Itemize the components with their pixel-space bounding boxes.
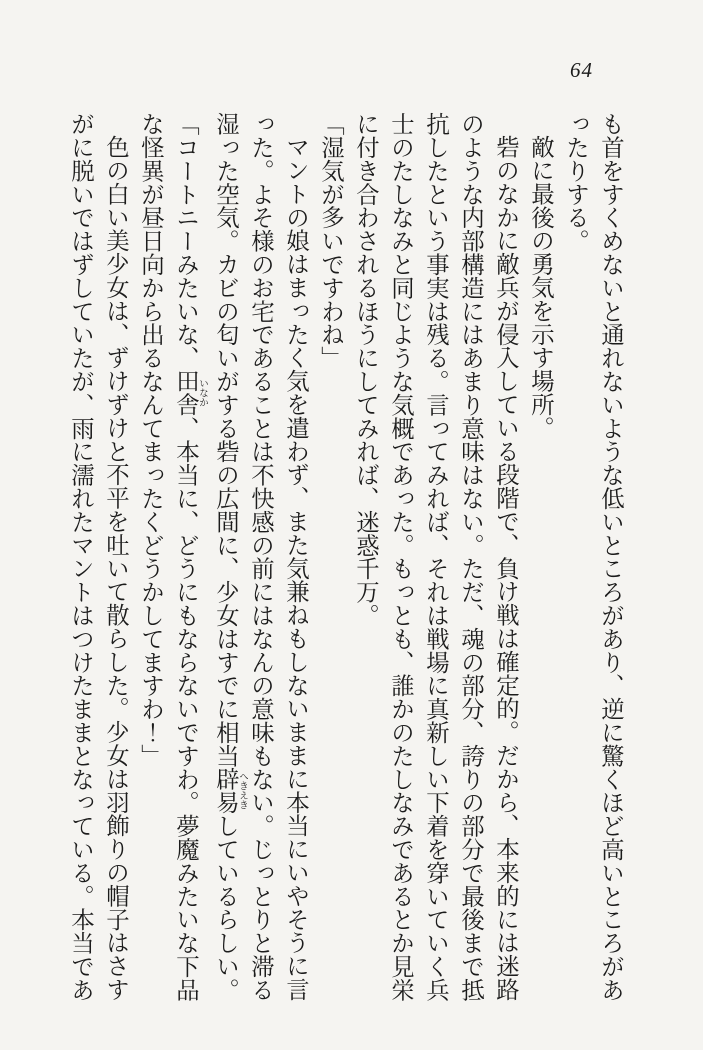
page-number: 64 xyxy=(570,58,593,82)
paragraph-4: 「湿気が多いですわね」 xyxy=(317,112,343,370)
paragraph-5: マントの娘はまったく気を遣わず、また気兼ねもしないままに本当にいやそうに言った。よそ様のお宅であることは不快感の前にはなんの意味もない。じっとりと滞る湿った空気。カビの匂いがする砦の広間に、少女はすでに相当辟易 へきえきしているらしい。 xyxy=(212,112,308,1002)
paragraph-1: も首をすくめないと通れないような低いところがあり、逆に驚くほど高いところがあったりする。 xyxy=(562,112,623,1002)
ruby-annotated-word: 辟易 へきえき xyxy=(212,767,247,815)
paragraph-3: 砦のなかに敵兵が侵入している段階で、負け戦は確定的。だから、本来的には迷路のような内部構造にはあまり意味はない。ただ、魂の部分、誇りの部分で最後まで抵抗したという事実は残る。言ってみれば、それは戦場に真新しい下着を穿いていく兵士のたしなみと同じような気概であった。もっとも、誰かのたしなみであるとか見栄に付き合わされるほうにしてみれば、迷惑千万。 xyxy=(352,112,518,1002)
paragraph-2: 敵に最後の勇気を示す場所。 xyxy=(527,135,553,440)
text-block xyxy=(62,112,627,1002)
paragraph-6: 「コートニーみたいな、田舎 いなか、本当に、どうにもならないですわ。夢魔みたいな下品な怪異が昼日向から出るなんてまったくどうかしてますわ！」 xyxy=(137,112,207,1002)
ruby-annotated-word: 田舎 いなか xyxy=(172,369,207,417)
paragraph-7: 色の白い美少女は、ずけずけと不平を吐いて散らした。少女は羽飾りの帽子はさすがに脱いではずしていたが、雨に濡れたマントはつけたままとなっている。本当であ xyxy=(67,112,128,1002)
